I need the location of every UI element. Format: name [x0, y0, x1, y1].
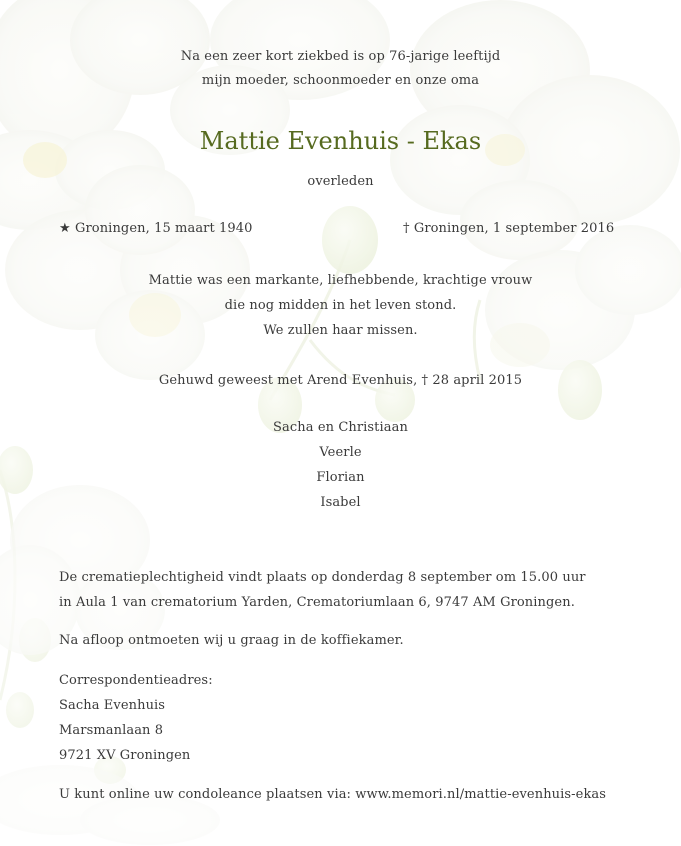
intro-line-1: Na een zeer kort ziekbed is op 76-jarige leeftijd [180, 49, 501, 64]
birth-info: ★ Groningen, 15 maart 1940 [59, 221, 253, 236]
correspondence-street: Marsmanlaan 8 [59, 723, 164, 738]
tribute-line-3: We zullen haar missen. [263, 323, 418, 338]
correspondence-heading: Correspondentieadres: [59, 673, 213, 688]
reception-info: Na afloop ontmoeten wij u graag in de koffiekamer. [59, 633, 404, 648]
online-condolence: U kunt online uw condoleance plaatsen via: www.memori.nl/mattie-evenhuis-ekas [59, 787, 607, 802]
family-child: Isabel [320, 495, 361, 510]
ceremony-line-1: De crematieplechtigheid vindt plaats op donderdag 8 september om 15.00 uur [59, 570, 586, 585]
family-child: Veerle [319, 445, 362, 460]
family-couple: Sacha en Christiaan [273, 420, 408, 435]
correspondence-name: Sacha Evenhuis [59, 698, 166, 713]
ceremony-line-2: in Aula 1 van crematorium Yarden, Crematoriumlaan 6, 9747 AM Groningen. [59, 595, 575, 610]
passed-word: overleden [307, 174, 374, 189]
tribute-line-2: die nog midden in het leven stond. [224, 298, 457, 313]
tribute-line-1: Mattie was een markante, liefhebbende, krachtige vrouw [148, 273, 533, 288]
deceased-name: Mattie Evenhuis - Ekas [199, 127, 482, 155]
intro-line-2: mijn moeder, schoonmoeder en onze oma [201, 73, 480, 88]
correspondence-city: 9721 XV Groningen [59, 748, 191, 763]
spouse-info: Gehuwd geweest met Arend Evenhuis, † 28 april 2015 [158, 373, 523, 388]
death-info: † Groningen, 1 september 2016 [403, 221, 615, 236]
family-child: Florian [316, 470, 365, 485]
